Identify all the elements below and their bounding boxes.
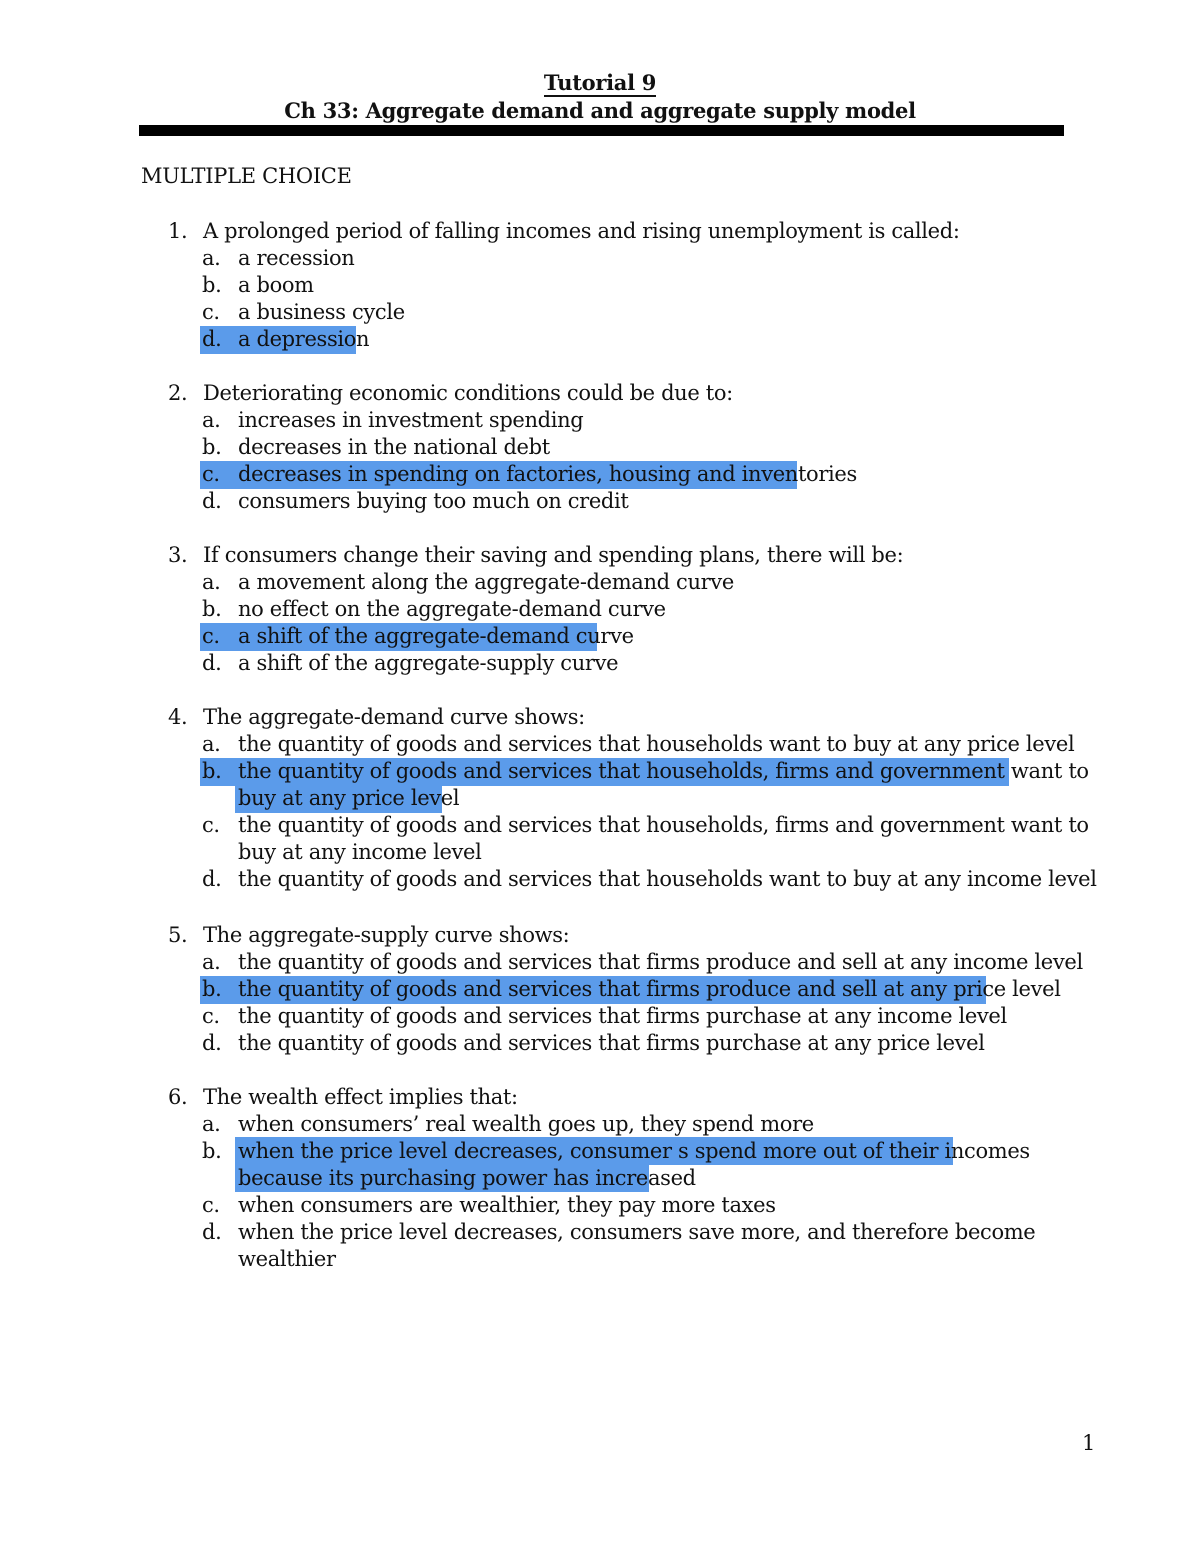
option-letter: d. [202,867,222,891]
question-number: 4. [168,705,188,729]
page-number: 1 [1082,1431,1096,1455]
question-number: 1. [168,219,188,243]
option-4c [202,812,1089,839]
option-text: a shift of the aggregate-supply curve [238,651,619,675]
question-stem: A prolonged period of falling incomes and rising unemployment is called: [203,219,960,243]
option-text: a movement along the aggregate-demand curve [238,570,734,594]
option-text: the quantity of goods and services that firms produce and sell at any income level [238,950,1083,974]
option-letter: a. [202,732,221,756]
option-letter: d. [202,1031,222,1055]
option-2b [202,434,550,461]
option-4c-continued: buy at any income level [238,840,482,864]
question-5 [168,922,569,949]
question-number: 2. [168,381,188,405]
option-text: a depression [238,327,370,351]
option-letter: b. [202,977,222,1001]
option-text: a boom [238,273,314,297]
option-letter: c. [202,1004,220,1028]
option-letter: b. [202,759,222,783]
option-6b [202,1138,1030,1165]
document-title [0,70,1200,95]
option-6d [202,1219,1035,1246]
option-letter: a. [202,408,221,432]
option-text: when the price level decreases, consumer s spend more out of their incomes [238,1139,1030,1163]
option-letter: a. [202,246,221,270]
option-5b [202,976,1061,1003]
option-1c [202,299,405,326]
option-2d [202,488,628,515]
option-5a [202,949,1083,976]
option-letter: c. [202,813,220,837]
option-text: the quantity of goods and services that firms produce and sell at any price level [238,977,1061,1001]
option-text: a shift of the aggregate-demand curve [238,624,634,648]
option-5c [202,1003,1007,1030]
section-heading: MULTIPLE CHOICE [141,164,352,188]
option-text: the quantity of goods and services that households, firms and government want to [238,759,1089,783]
option-2c [202,461,857,488]
option-letter: d. [202,651,222,675]
option-4b-continued: buy at any price level [238,786,460,810]
option-6b-continued: because its purchasing power has increased [238,1166,696,1190]
question-number: 6. [168,1085,188,1109]
option-letter: c. [202,624,220,648]
option-text: the quantity of goods and services that firms purchase at any price level [238,1031,985,1055]
question-number: 3. [168,543,188,567]
question-number: 5. [168,923,188,947]
option-6c [202,1192,776,1219]
option-letter: c. [202,300,220,324]
option-letter: b. [202,1139,222,1163]
option-text: when consumers are wealthier, they pay more taxes [238,1193,776,1217]
option-3b [202,596,666,623]
option-4a [202,731,1074,758]
option-6a [202,1111,814,1138]
option-text: decreases in the national debt [238,435,550,459]
option-text: no effect on the aggregate-demand curve [238,597,666,621]
option-2a [202,407,583,434]
question-stem: The aggregate-supply curve shows: [203,923,570,947]
option-1a [202,245,354,272]
question-3 [168,542,903,569]
question-stem: Deteriorating economic conditions could be due to: [203,381,733,405]
question-6 [168,1084,518,1111]
document-subtitle: Ch 33: Aggregate demand and aggregate supply model [284,98,916,123]
option-text: the quantity of goods and services that firms purchase at any income level [238,1004,1007,1028]
option-text: the quantity of goods and services that households, firms and government want to [238,813,1089,837]
option-text: a recession [238,246,355,270]
option-3d [202,650,618,677]
option-text: a business cycle [238,300,405,324]
question-2 [168,380,733,407]
option-letter: d. [202,327,222,351]
option-4d [202,866,1097,893]
option-text: consumers buying too much on credit [238,489,629,513]
option-letter: a. [202,950,221,974]
option-5d [202,1030,985,1057]
title-rule [139,125,1064,136]
option-letter: c. [202,462,220,486]
option-1b [202,272,314,299]
document-title-text: Tutorial 9 [543,70,657,95]
option-4b [202,758,1089,785]
option-letter: c. [202,1193,220,1217]
option-1d [202,326,369,353]
option-text: when consumers’ real wealth goes up, they spend more [238,1112,814,1136]
question-stem: The aggregate-demand curve shows: [203,705,585,729]
option-text: decreases in spending on factories, housing and inventories [238,462,857,486]
option-3c [202,623,634,650]
option-text: increases in investment spending [238,408,584,432]
option-6d-continued: wealthier [238,1247,336,1271]
option-letter: d. [202,1220,222,1244]
option-text: the quantity of goods and services that households want to buy at any income level [238,867,1097,891]
question-4 [168,704,585,731]
option-3a [202,569,734,596]
option-text: the quantity of goods and services that households want to buy at any price level [238,732,1075,756]
option-letter: d. [202,489,222,513]
question-stem: If consumers change their saving and spending plans, there will be: [203,543,904,567]
option-letter: b. [202,273,222,297]
option-letter: a. [202,1112,221,1136]
option-letter: b. [202,597,222,621]
option-letter: a. [202,570,221,594]
question-1 [168,218,960,245]
option-letter: b. [202,435,222,459]
question-stem: The wealth effect implies that: [203,1085,518,1109]
option-text: when the price level decreases, consumers save more, and therefore become [238,1220,1036,1244]
